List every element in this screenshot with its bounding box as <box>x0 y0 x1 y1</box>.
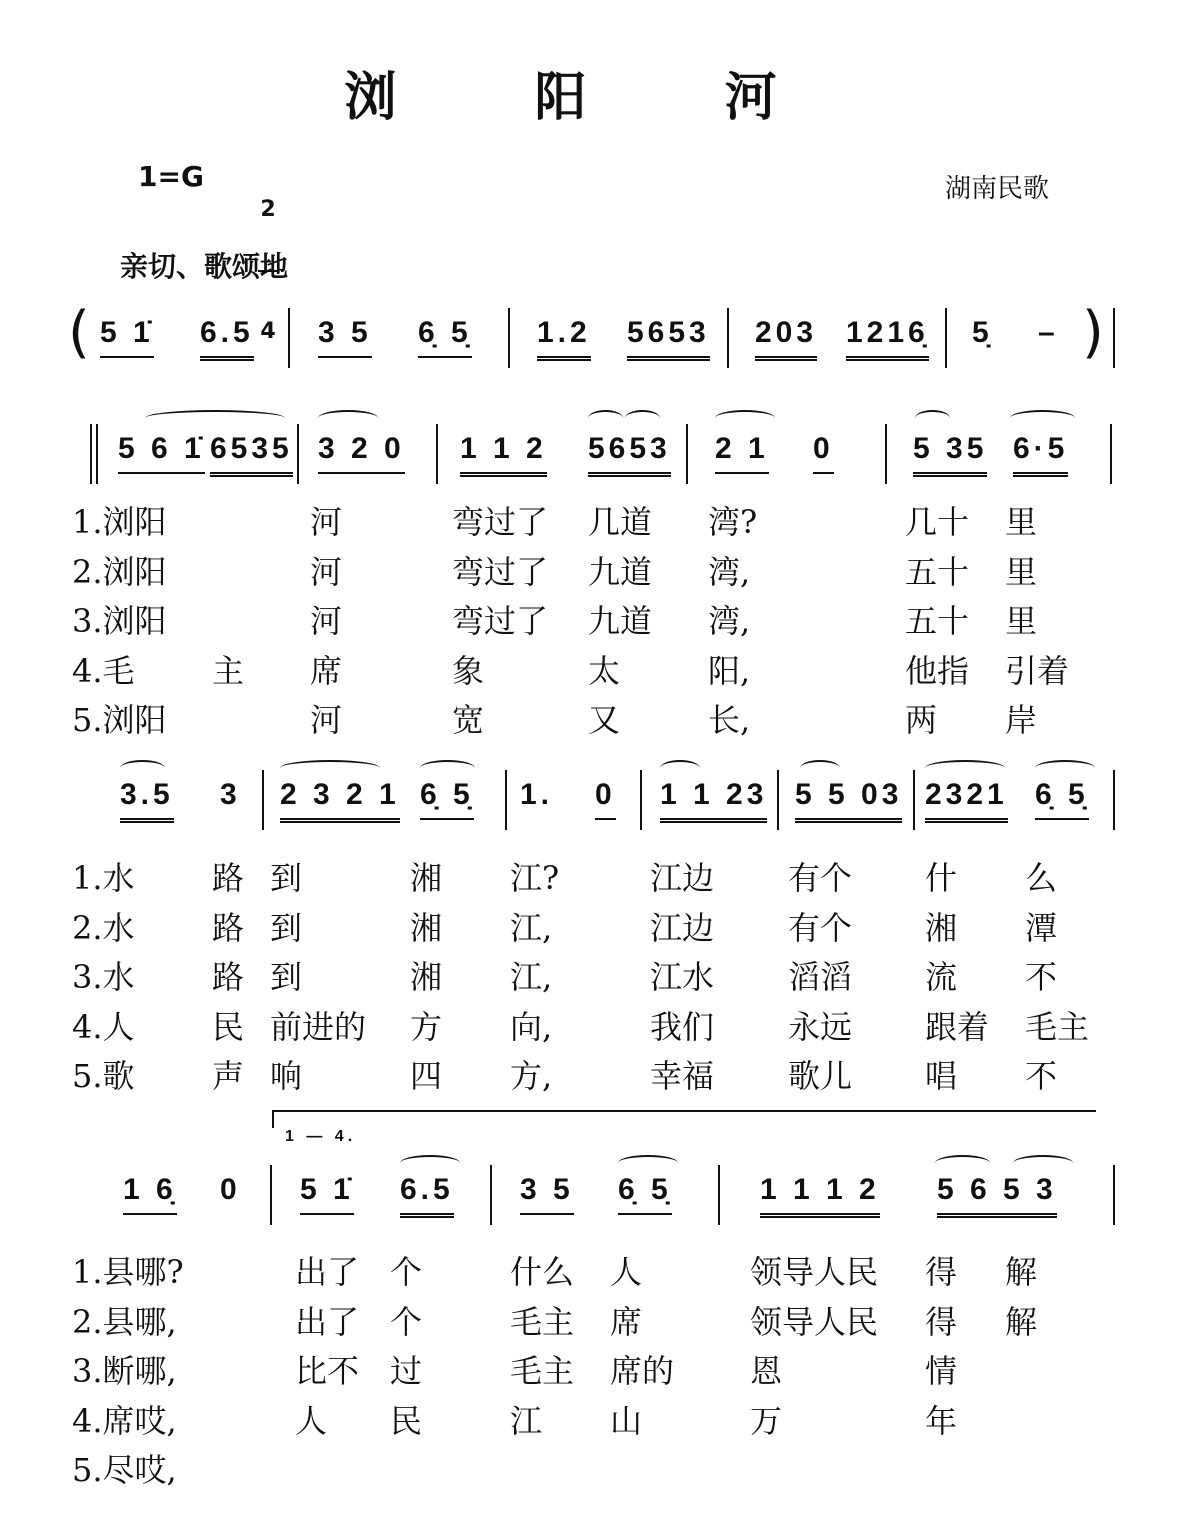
lyric-syllable: 弯过了 <box>452 602 549 640</box>
lyric-syllable: 解 <box>1005 1253 1038 1291</box>
note-group: 1. <box>520 778 554 811</box>
note-group: 6.5 <box>200 316 254 361</box>
lyric-syllable: 岸 <box>1005 701 1038 739</box>
time-signature-top: 2 <box>260 197 276 222</box>
lyric-syllable: 3.水 <box>72 958 135 996</box>
note-group: – <box>1038 316 1059 349</box>
barline <box>270 1165 272 1225</box>
barline <box>90 424 92 484</box>
lyric-syllable: 向, <box>510 1007 553 1046</box>
lyric-syllable: 到 <box>270 859 303 897</box>
lyric-syllable: 潭 <box>1025 908 1058 947</box>
lyric-syllable: 江边 <box>650 908 715 947</box>
lyric-syllable: 路 <box>212 958 245 996</box>
slur <box>625 410 660 426</box>
note-group: 5 1̇ <box>100 316 154 358</box>
volta-label: 1 — 4. <box>285 1128 357 1145</box>
lyric-syllable: 出了 <box>295 1302 360 1341</box>
lyric-syllable: 个 <box>390 1253 423 1291</box>
lyric-syllable: 人 <box>610 1253 643 1291</box>
slur <box>925 760 1005 776</box>
note-group: 3.5 <box>120 778 174 823</box>
slur <box>1035 760 1095 776</box>
note-group: 5653 <box>627 316 710 361</box>
barline <box>913 770 915 830</box>
barline <box>508 308 510 368</box>
note-group: 2 1 <box>715 432 769 474</box>
slur <box>400 1155 460 1171</box>
note-group: 6̣ 5̣ <box>418 316 472 358</box>
barline <box>1110 424 1112 484</box>
barline <box>288 308 290 368</box>
time-signature-bottom: 4 <box>260 319 276 344</box>
note-group: 5̣ <box>972 316 993 349</box>
lyric-syllable: 5.尽哎, <box>72 1451 177 1489</box>
note-group: 0 <box>220 1173 241 1206</box>
slur <box>618 1155 678 1171</box>
barline <box>718 1165 720 1225</box>
lyric-syllable: 1.浏阳 <box>72 503 167 541</box>
lyric-syllable: 2.县哪, <box>72 1302 177 1341</box>
lyric-syllable: 河 <box>310 701 343 739</box>
note-group: 6.5 <box>400 1173 454 1218</box>
lyric-syllable: 2.浏阳 <box>72 552 167 591</box>
lyric-syllable: 3.断哪, <box>72 1352 177 1390</box>
note-group: 0 <box>595 778 616 820</box>
lyric-syllable: 两 <box>905 701 938 739</box>
slur <box>1013 1155 1073 1171</box>
barline <box>297 424 299 484</box>
note-group: 5653 <box>588 432 671 477</box>
lyric-syllable: 五十 <box>905 602 970 640</box>
lyric-syllable: 湘 <box>410 958 443 996</box>
barline <box>1113 1165 1115 1225</box>
lyric-syllable: 永远 <box>788 1007 853 1046</box>
slur <box>935 1155 990 1171</box>
lyric-syllable: 宽 <box>452 701 485 739</box>
note-group: 1.2 <box>537 316 591 361</box>
song-origin: 湖南民歌 <box>945 174 1050 204</box>
lyric-syllable: 流 <box>925 958 958 996</box>
barline <box>1113 308 1115 368</box>
note-group: 5 1̇ <box>300 1173 354 1215</box>
lyric-syllable: 毛主 <box>510 1352 575 1390</box>
lyric-syllable: 湾, <box>708 552 751 591</box>
barline <box>505 770 507 830</box>
lyric-syllable: 4.席哎, <box>72 1401 177 1440</box>
slur <box>715 410 775 426</box>
lyric-syllable: 民 <box>390 1401 423 1440</box>
lyric-syllable: 恩 <box>750 1352 783 1390</box>
lyric-syllable: 湘 <box>410 859 443 897</box>
lyric-syllable: 4.人 <box>72 1007 135 1046</box>
barline <box>262 770 264 830</box>
close-parenthesis: ) <box>1082 300 1104 365</box>
lyric-syllable: 弯过了 <box>452 503 549 541</box>
lyric-syllable: 得 <box>925 1302 958 1341</box>
song-title: 浏 阳 河 <box>344 67 837 128</box>
lyric-syllable: 席的 <box>610 1352 675 1390</box>
lyric-syllable: 里 <box>1005 602 1038 640</box>
lyric-syllable: 不 <box>1025 1057 1058 1095</box>
lyric-syllable: 2.水 <box>72 908 135 947</box>
lyric-syllable: 九道 <box>588 602 653 640</box>
lyric-syllable: 江 <box>510 1401 543 1440</box>
lyric-syllable: 么 <box>1025 859 1058 897</box>
note-group: 1 1 23 <box>660 778 767 823</box>
lyric-syllable: 席 <box>310 651 343 690</box>
lyric-syllable: 引着 <box>1005 651 1070 690</box>
barline <box>727 308 729 368</box>
lyric-syllable: 声 <box>212 1057 245 1095</box>
lyric-syllable: 五十 <box>905 552 970 591</box>
note-group: 6̣ 5̣ <box>618 1173 672 1215</box>
barline <box>490 1165 492 1225</box>
lyric-syllable: 响 <box>270 1057 303 1095</box>
lyric-syllable: 过 <box>390 1352 423 1390</box>
lyric-syllable: 前进的 <box>270 1007 367 1046</box>
note-group: 3 <box>220 778 241 811</box>
lyric-syllable: 领导人民 <box>750 1302 879 1341</box>
lyric-syllable: 河 <box>310 602 343 640</box>
note-group: 1 6̣ <box>123 1173 177 1215</box>
lyric-syllable: 象 <box>452 651 485 690</box>
lyric-syllable: 到 <box>270 958 303 996</box>
lyric-syllable: 比不 <box>295 1352 360 1390</box>
barline <box>686 424 688 484</box>
lyric-syllable: 江? <box>510 859 560 897</box>
lyric-syllable: 路 <box>212 859 245 897</box>
lyric-syllable: 江, <box>510 958 553 996</box>
barline <box>96 424 98 484</box>
lyric-syllable: 5.浏阳 <box>72 701 167 739</box>
slur <box>318 410 378 426</box>
lyric-syllable: 弯过了 <box>452 552 549 591</box>
lyric-syllable: 什 <box>925 859 958 897</box>
note-group: 5 5 03 <box>795 778 902 823</box>
lyric-syllable: 席 <box>610 1302 643 1341</box>
note-group: 1 1 1 2 <box>760 1173 880 1218</box>
barline <box>885 424 887 484</box>
lyric-syllable: 毛主 <box>510 1302 575 1341</box>
slur <box>588 410 623 426</box>
lyric-syllable: 民 <box>212 1007 245 1046</box>
lyric-syllable: 歌儿 <box>788 1057 853 1095</box>
lyric-syllable: 毛主 <box>1025 1007 1090 1046</box>
lyric-syllable: 长, <box>708 701 751 739</box>
note-group: 6·5 <box>1013 432 1068 477</box>
slur <box>420 760 475 776</box>
slur <box>660 760 700 776</box>
note-group: 6535 <box>210 432 293 477</box>
lyric-syllable: 个 <box>390 1302 423 1341</box>
lyric-syllable: 山 <box>610 1401 643 1440</box>
lyric-syllable: 河 <box>310 503 343 541</box>
note-group: 203 <box>755 316 817 361</box>
note-group: 6̣ 5̣ <box>420 778 474 820</box>
lyric-syllable: 出了 <box>295 1253 360 1291</box>
barline <box>1113 770 1115 830</box>
lyric-syllable: 方, <box>510 1057 553 1095</box>
lyric-syllable: 几道 <box>588 503 653 541</box>
note-group: 0 <box>813 432 834 474</box>
note-group: 3 5 <box>520 1173 574 1215</box>
slur <box>915 410 950 426</box>
lyric-syllable: 江, <box>510 908 553 947</box>
volta-bracket <box>272 1110 1096 1128</box>
lyric-syllable: 年 <box>925 1401 958 1440</box>
note-group: 5 35 <box>913 432 987 477</box>
lyric-syllable: 方 <box>410 1007 443 1046</box>
slur <box>145 410 285 426</box>
lyric-syllable: 几十 <box>905 503 970 541</box>
lyric-syllable: 九道 <box>588 552 653 591</box>
lyric-syllable: 又 <box>588 701 621 739</box>
note-group: 3 2 0 <box>318 432 405 474</box>
lyric-syllable: 到 <box>270 908 303 947</box>
slur <box>1010 410 1075 426</box>
lyric-syllable: 阳, <box>708 651 751 690</box>
note-group: 1216̣ <box>846 316 929 361</box>
lyric-syllable: 情 <box>925 1352 958 1390</box>
lyric-syllable: 江水 <box>650 958 715 996</box>
barline <box>777 770 779 830</box>
lyric-syllable: 1.县哪? <box>72 1253 184 1291</box>
lyric-syllable: 江边 <box>650 859 715 897</box>
lyric-syllable: 5.歌 <box>72 1057 135 1095</box>
lyric-syllable: 解 <box>1005 1302 1038 1341</box>
lyric-syllable: 1.水 <box>72 859 135 897</box>
slur <box>800 760 840 776</box>
open-parenthesis: ( <box>68 300 90 365</box>
lyric-syllable: 有个 <box>788 908 853 947</box>
note-group: 3 5 <box>318 316 372 358</box>
lyric-syllable: 跟着 <box>925 1007 990 1046</box>
lyric-syllable: 湘 <box>925 908 958 947</box>
note-group: 2321 <box>925 778 1008 823</box>
lyric-syllable: 有个 <box>788 859 853 897</box>
lyric-syllable: 幸福 <box>650 1057 715 1095</box>
lyric-syllable: 他指 <box>905 651 970 690</box>
note-group: 5 6 5 3 <box>937 1173 1057 1218</box>
slur <box>280 760 380 776</box>
lyric-syllable: 人 <box>295 1401 328 1440</box>
lyric-syllable: 主 <box>212 651 245 690</box>
lyric-syllable: 3.浏阳 <box>72 602 167 640</box>
note-group: 1 1 2 <box>460 432 547 477</box>
lyric-syllable: 路 <box>212 908 245 947</box>
lyric-syllable: 万 <box>750 1401 783 1440</box>
barline <box>945 308 947 368</box>
lyric-syllable: 4.毛 <box>72 651 135 690</box>
lyric-syllable: 得 <box>925 1253 958 1291</box>
note-group: 5 6 1̇ <box>118 432 205 474</box>
lyric-syllable: 湾, <box>708 602 751 640</box>
barline <box>640 770 642 830</box>
lyric-syllable: 滔滔 <box>788 958 853 996</box>
lyric-syllable: 太 <box>588 651 621 690</box>
note-group: 6̣ 5̣ <box>1035 778 1089 820</box>
note-group: 2 3 2 1 <box>280 778 400 823</box>
lyric-syllable: 里 <box>1005 503 1038 541</box>
slur <box>120 760 165 776</box>
tempo-marking: 亲切、歌颂地 <box>120 250 289 283</box>
lyric-syllable: 里 <box>1005 552 1038 591</box>
lyric-syllable: 我们 <box>650 1007 715 1046</box>
lyric-syllable: 唱 <box>925 1057 958 1095</box>
lyric-syllable: 四 <box>410 1057 443 1095</box>
barline <box>436 424 438 484</box>
lyric-syllable: 湾? <box>708 503 758 541</box>
lyric-syllable: 湘 <box>410 908 443 947</box>
lyric-syllable: 领导人民 <box>750 1253 879 1291</box>
lyric-syllable: 不 <box>1025 958 1058 996</box>
lyric-syllable: 什么 <box>510 1253 575 1291</box>
lyric-syllable: 河 <box>310 552 343 591</box>
key-signature: 1=G <box>138 160 204 193</box>
